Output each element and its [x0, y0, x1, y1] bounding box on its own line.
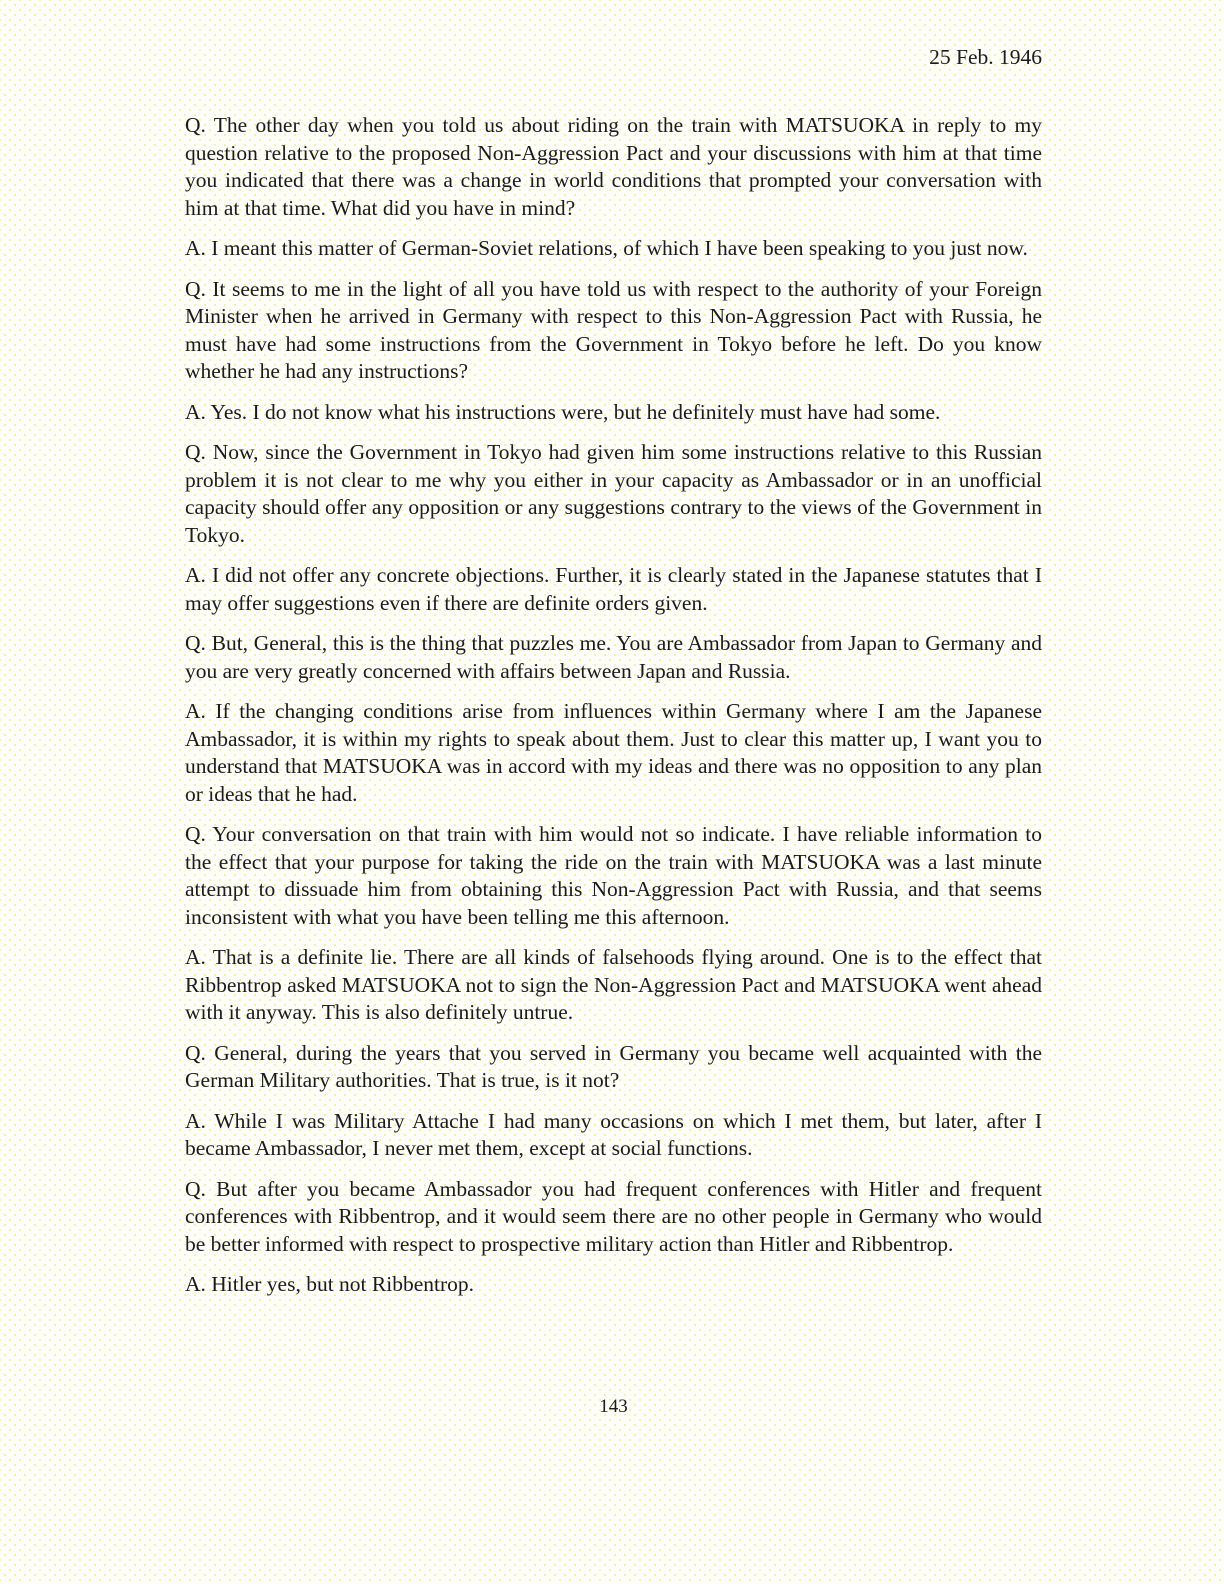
question-paragraph: Q. General, during the years that you served in Germany you became well acquainted with the German Military authorities. That is true, is it not? — [185, 1040, 1042, 1092]
question-paragraph: Q. But, General, this is the thing that puzzles me. You are Ambassador from Japan to Germany and you are very greatly concerned with affairs between Japan and Russia. — [185, 631, 1042, 683]
question-paragraph: Q. The other day when you told us about riding on the train with MATSUOKA in reply to my question relative to the proposed Non-Aggression Pact and your discussions with him at that time you indicated that there was a change in world conditions that prompted your conversation with him at that time. What did you have in mind? — [185, 113, 1042, 220]
question-paragraph: Q. Your conversation on that train with him would not so indicate. I have reliable information to the effect that your purpose for taking the ride on the train with MATSUOKA was a last minute attempt to dissuade him from obtaining this Non-Aggression Pact with Russia, and that seems inconsistent with what you have been telling me this afternoon. — [185, 822, 1042, 929]
question-paragraph: Q. It seems to me in the light of all you have told us with respect to the authority of your Foreign Minister when he arrived in Germany with respect to this Non-Aggression Pact with Russia, he must have had some instructions from the Government in Tokyo before he left. Do you know whether he had any instructions? — [185, 276, 1042, 383]
answer-paragraph: A. While I was Military Attache I had many occasions on which I met them, but later, after I became Ambassador, I never met them, except at social functions. — [185, 1108, 1042, 1160]
answer-paragraph: A. Yes. I do not know what his instructions were, but he definitely must have had some. — [185, 399, 941, 424]
answer-paragraph: A. That is a definite lie. There are all kinds of falsehoods flying around. One is to the effect that Ribbentrop asked MATSUOKA not to sign the Non-Aggression Pact and MATSUOKA went ahead with it anyway. This is also definitely untrue. — [185, 945, 1042, 1024]
document-body — [185, 112, 1042, 1312]
document-date: 25 Feb. 1946 — [929, 45, 1042, 69]
answer-paragraph: A. I did not offer any concrete objections. Further, it is clearly stated in the Japanese statutes that I may offer suggestions even if there are definite orders given. — [185, 563, 1042, 615]
answer-paragraph: A. If the changing conditions arise from influences within Germany where I am the Japanese Ambassador, it is within my rights to speak about them. Just to clear this matter up, I want you to understand that MATSUOKA was in accord with my ideas and there was no opposition to any plan or ideas that he had. — [185, 699, 1042, 806]
answer-paragraph: A. Hitler yes, but not Ribbentrop. — [185, 1272, 475, 1296]
question-paragraph: Q. But after you became Ambassador you had frequent conferences with Hitler and frequent conferences with Ribbentrop, and it would seem there are no other people in Germany who would be better informed with respect to prospective military action than Hitler and Ribbentrop. — [185, 1176, 1042, 1256]
page-number: 143 — [599, 1396, 628, 1417]
answer-paragraph: A. I meant this matter of German-Soviet relations, of which I have been speaking to you just now. — [185, 236, 1028, 260]
question-paragraph: Q. Now, since the Government in Tokyo had given him some instructions relative to this Russian problem it is not clear to me why you either in your capacity as Ambassador or in an unofficial capacity should offer any opposition or any suggestions contrary to the views of the Government in Tokyo. — [185, 440, 1042, 547]
